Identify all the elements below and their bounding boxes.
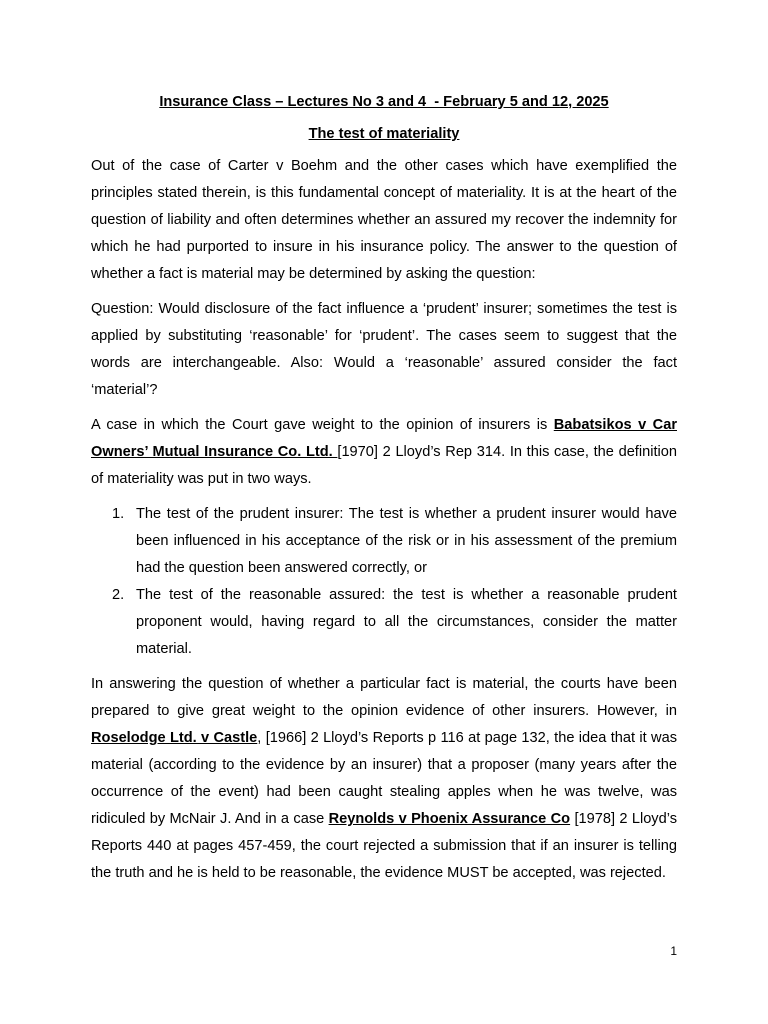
case-citation-reynolds: Reynolds v Phoenix Assurance Co xyxy=(328,811,571,827)
list-item xyxy=(91,582,677,663)
paragraph-text: , [1966] 2 Lloyd’s Reports p 116 at page 132, the idea that it was material (according to the evidence by an insurer) that a proposer (many years after the occurrence of the event) had been caught stealing apples when he was twelve, was ridiculed by McNair J. And in a case xyxy=(91,730,677,827)
document-page xyxy=(91,89,677,887)
list-item-number: 1. xyxy=(112,506,125,522)
page-number: 1 xyxy=(670,944,677,958)
paragraph-text: [1978] 2 Lloyd’s Reports 440 at pages 457-459, the court rejected a submission that if an insurer is telling the truth and he is held to be reasonable, the evidence MUST be accepted, was rejected. xyxy=(91,811,677,881)
paragraph-materiality-intro: Out of the case of Carter v Boehm and the other cases which have exemplified the principles stated therein, is this fundamental concept of materiality. It is at the heart of the question of liability and often determines whether an assured my recover the indemnity for which he had purported to insure in his insurance policy. The answer to the question of whether a fact is material may be determined by asking the question: xyxy=(91,158,677,282)
list-item-text: The test of the reasonable assured: the test is whether a reasonable prudent proponent would, having regard to all the circumstances, consider the matter material. xyxy=(136,587,677,657)
materiality-tests-list xyxy=(91,501,677,663)
section-heading: The test of materiality xyxy=(308,126,460,142)
list-item-number: 2. xyxy=(112,587,125,603)
paragraph-text: A case in which the Court gave weight to the opinion of insurers is xyxy=(91,417,554,433)
paragraph-text: [1970] 2 Lloyd’s Rep 314. In this case, the definition of materiality was put in two ways. xyxy=(91,444,677,487)
list-item-text: The test of the prudent insurer: The test is whether a prudent insurer would have been influenced in his acceptance of the risk or in his assessment of the premium had the question been answered correctly, or xyxy=(136,506,677,576)
paragraph-question: Question: Would disclosure of the fact influence a ‘prudent’ insurer; sometimes the test is applied by substituting ‘reasonable’ for ‘prudent’. The cases seem to suggest that the words are interchangeable. Also: Would a ‘reasonable’ assured consider the fact ‘material’? xyxy=(91,301,677,398)
paragraph-opinion-evidence xyxy=(91,671,677,887)
document-title: Insurance Class – Lectures No 3 and 4 - February 5 and 12, 2025 xyxy=(159,94,609,110)
case-citation-roselodge: Roselodge Ltd. v Castle xyxy=(91,730,258,746)
paragraph-text: In answering the question of whether a particular fact is material, the courts have been prepared to give great weight to the opinion evidence of other insurers. However, in xyxy=(91,676,677,719)
paragraph-babatsikos xyxy=(91,412,677,493)
list-item xyxy=(91,501,677,582)
case-citation-babatsikos: Babatsikos v Car Owners’ Mutual Insurance Co. Ltd. xyxy=(91,417,677,460)
